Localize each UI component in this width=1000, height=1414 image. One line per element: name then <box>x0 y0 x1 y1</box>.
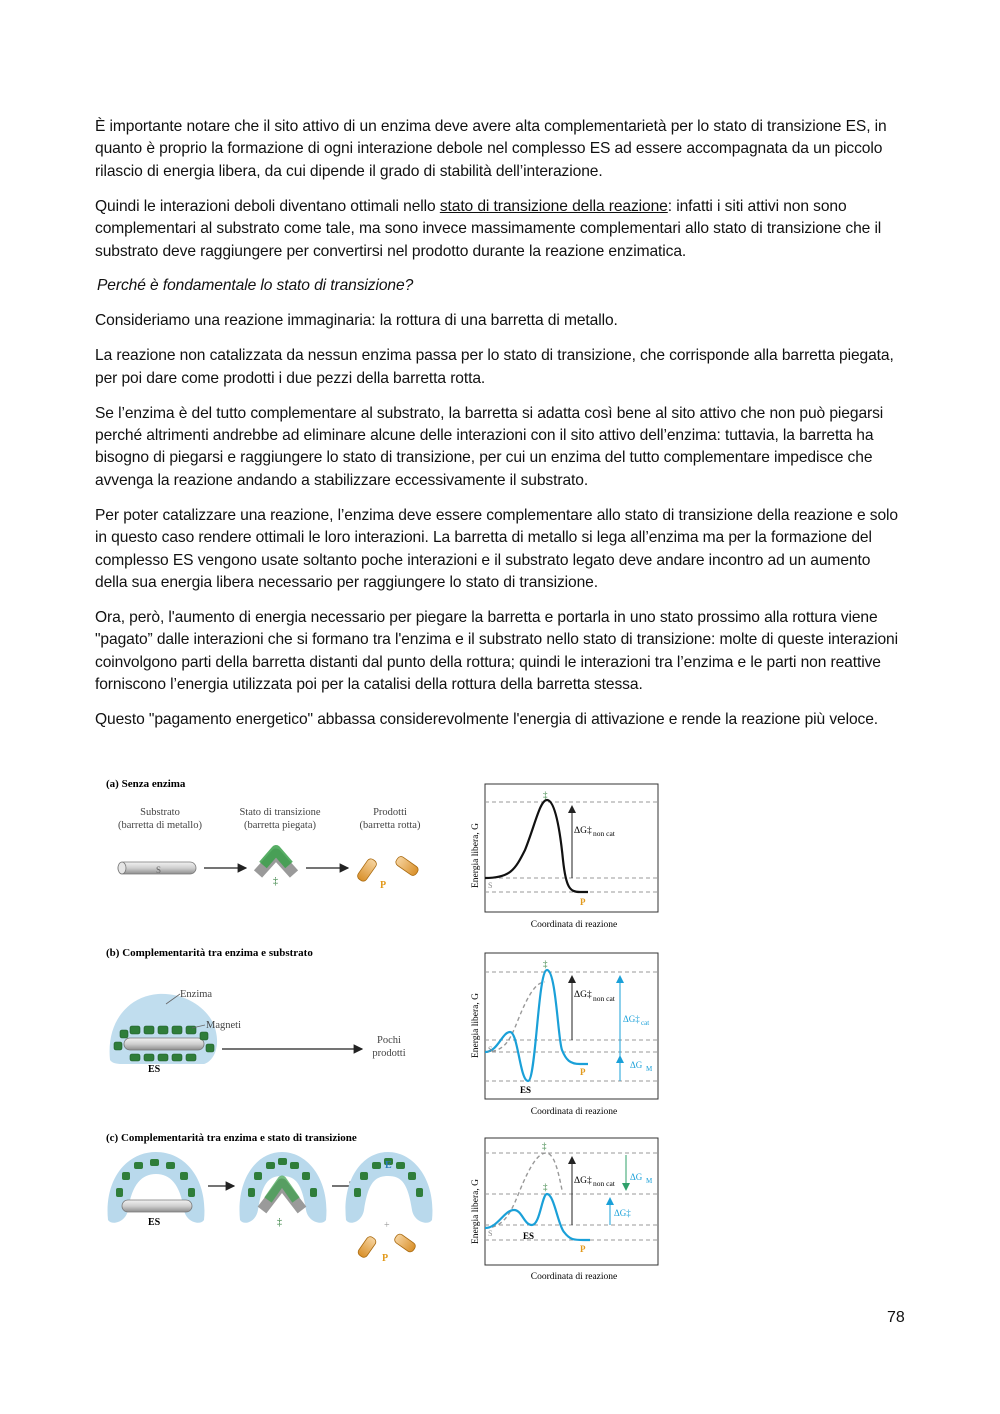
few-products-label: Pochi <box>377 1035 401 1046</box>
dg-noncat-label: ΔG‡ <box>574 990 592 1000</box>
dg-noncat-label: ΔG‡ <box>574 826 592 836</box>
graph-s-label: S <box>488 1045 493 1054</box>
substrate-sublabel: (barretta di metallo) <box>118 820 202 831</box>
dg-m-sub: M <box>646 1065 653 1073</box>
graph-s-label: S <box>488 881 493 890</box>
paragraph: Consideriamo una reazione immaginaria: la rottura di una barretta di metallo. <box>95 312 618 330</box>
broken-rod <box>356 855 420 883</box>
ts-ddagger-c: ‡ <box>277 1217 282 1228</box>
dg-noncat-sub: non cat <box>593 994 615 1003</box>
graph-ylabel: Energia libera, G <box>471 1179 481 1244</box>
substrate-label: Substrato <box>140 807 180 818</box>
graph-ylabel: Energia libera, G <box>471 993 481 1058</box>
bent-rod <box>258 850 294 874</box>
paragraph: Ora, però, l'aumento di energia necessario per piegare la barretta e portarla in uno stato prossimo alla rottura viene "pagato” dalle interazioni che si formano tra l'enzima e il substrato nello stato di transizione: molte di queste interazioni coinvolgono parti della barretta distanti dal punto della rottura; quindi le interazioni tra l’enzima e le parti non reattive forniscono l’energia utilizzata poi per la catalisi della rottura della barretta stessa. <box>95 608 898 694</box>
energy-graph-b <box>471 953 658 1117</box>
enzyme-transition-c <box>239 1152 326 1223</box>
dg-m-sub: M <box>646 1177 653 1185</box>
graph-ddagger-cat: ‡ <box>543 1182 548 1192</box>
paragraph-text: : infatti i siti attivi non sono complementari al substrato come tale, ma sono invece massimamente complementari allo stato di transizione che il substrato deve raggiungere per convertirsi nel prodotto durante la reazione enzimatica. <box>95 197 882 260</box>
ts-ddagger: ‡ <box>273 876 278 887</box>
products-sublabel: (barretta rotta) <box>359 820 421 831</box>
energy-graph-a <box>471 784 658 930</box>
page-number: 78 <box>887 1309 905 1326</box>
energy-graph-c <box>471 1138 658 1282</box>
magnets-label: Magneti <box>206 1020 241 1031</box>
dg-cat-label: ΔG‡ <box>623 1014 640 1024</box>
graph-xlabel: Coordinata di reazione <box>530 1107 618 1117</box>
enzyme-catalysis-figure <box>100 770 670 1290</box>
body-text <box>95 116 905 744</box>
plus-sign: + <box>384 1220 390 1231</box>
es-label-c: ES <box>148 1217 161 1228</box>
es-label: ES <box>148 1064 161 1075</box>
paragraph-text: Quindi le interazioni deboli diventano ottimali nello <box>95 197 440 215</box>
dg-ts-label: ΔG‡ <box>614 1208 631 1218</box>
dg-m-label: ΔG <box>630 1172 643 1182</box>
dg-noncat-sub: non cat <box>593 829 615 838</box>
dg-cat-sub: cat <box>641 1019 650 1027</box>
graph-p-label: P <box>580 1244 586 1254</box>
products-label: Prodotti <box>373 807 407 818</box>
graph-es-label: ES <box>520 1085 532 1095</box>
graph-ddagger: ‡ <box>543 959 548 969</box>
enzyme-e-label: E <box>385 1160 392 1171</box>
enzyme-label: Enzima <box>180 989 213 1000</box>
transition-state-link[interactable]: stato di transizione della reazione <box>439 197 668 215</box>
paragraph: È importante notare che il sito attivo di un enzima deve avere alta complementarietà per lo stato di transizione ES, in quanto è proprio la formazione di ogni interazione debole nel complesso ES ad essere accompagnata da un piccolo rilascio di energia libera, da cui dipende il grado di stabilità dell’interazione. <box>95 118 887 180</box>
graph-s-label: S <box>488 1229 493 1238</box>
dg-noncat-label: ΔG‡ <box>574 1176 592 1186</box>
few-products-sublabel: prodotti <box>372 1048 406 1059</box>
product-p-label-c: P <box>382 1253 389 1264</box>
transition-state-label: Stato di transizione <box>239 807 321 818</box>
paragraph: Se l’enzima è del tutto complementare al substrato, la barretta si adatta così bene al sito attivo che non può piegarsi perché altrimenti andrebbe ad eliminare alcune delle interazioni con il sito attivo dell’enzima: tuttavia, la barretta ha bisogno di piegarsi e raggiungere lo stato di transizione, per cui un enzima del tutto complementare impedisce che avvenga la reazione andando a stabilizzare eccessivamente il substrato. <box>95 404 884 489</box>
panel-b-title: (b) Complementarità tra enzima e substrato <box>106 947 313 959</box>
dg-noncat-sub: non cat <box>593 1179 615 1188</box>
product-p-label: P <box>380 880 387 891</box>
paragraph: Questo "pagamento energetico" abbassa considerevolmente l'energia di attivazione e rende la reazione più veloce. <box>95 710 879 728</box>
graph-ddagger: ‡ <box>543 790 548 800</box>
graph-ylabel: Energia libera, G <box>471 823 481 888</box>
graph-xlabel: Coordinata di reazione <box>530 920 618 930</box>
graph-es-label: ES <box>523 1231 535 1241</box>
paragraph: Per poter catalizzare una reazione, l’enzima deve essere complementare allo stato di transizione della reazione e solo in questo caso rendere ottimali le loro interazioni. La barretta di metallo si lega all’enzima ma per la formazione del complesso ES vengono usate soltanto poche interazioni e il substrato legato deve andare incontro ad un aumento della sua energia libera necessario per raggiungere lo stato di transizione. <box>95 506 898 591</box>
graph-ddagger: ‡ <box>542 1141 547 1151</box>
rod-s-label: S <box>156 865 162 875</box>
paragraph-question: Perché è fondamentale lo stato di transizione? <box>97 277 414 295</box>
panel-c-title: (c) Complementarità tra enzima e stato di transizione <box>106 1132 357 1144</box>
transition-state-sublabel: (barretta piegata) <box>244 820 316 831</box>
graph-xlabel: Coordinata di reazione <box>530 1272 618 1282</box>
paragraph <box>95 196 905 263</box>
enzyme-substrate-c <box>108 1152 205 1223</box>
panel-a-title: (a) Senza enzima <box>106 778 186 790</box>
enzyme-es-complex <box>110 994 218 1064</box>
graph-p-label: P <box>580 897 586 907</box>
graph-p-label: P <box>580 1067 586 1077</box>
dg-m-label: ΔG <box>630 1060 643 1070</box>
paragraph: La reazione non catalizzata da nessun enzima passa per lo stato di transizione, che corrisponde alla barretta piegata, per poi dare come prodotti i due pezzi della barretta rotta. <box>95 347 894 387</box>
